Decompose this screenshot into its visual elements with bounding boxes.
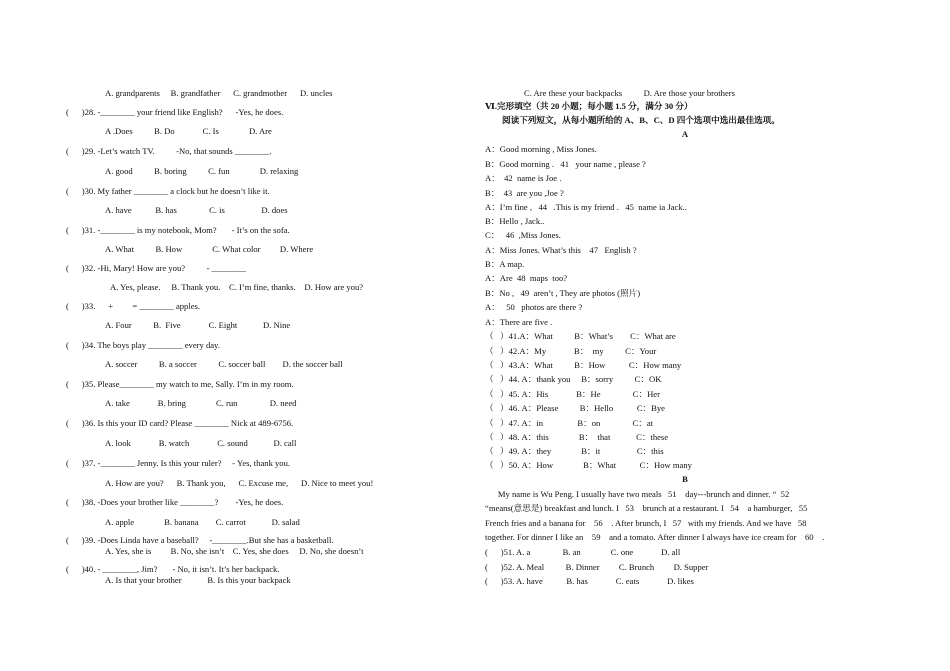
question-line: ( )30. My father ________ a clock but he doesn’t like it.	[66, 186, 270, 196]
question-line: ( )29. -Let’s watch TV. -No, that sounds ________.	[66, 146, 272, 156]
dialogue-line: A： 50 photos are there ?	[485, 302, 583, 312]
question-line: ( )32. -Hi, Mary! How are you? - ________	[66, 263, 246, 273]
question-line: ( )51. A. a B. an C. one D. all	[485, 547, 681, 557]
choice-line: （ ）41.A：What B：What’s C：What are	[485, 331, 676, 341]
passage-line: together. For dinner I like an 59 and a tomato. After dinner I always have ice cream for 60 .	[485, 532, 825, 542]
options-line: A. apple B. banana C. carrot D. salad	[105, 517, 300, 527]
options-line: A. have B. has C. is D. does	[105, 205, 288, 215]
options-line: A. What B. How C. What color D. Where	[105, 244, 314, 254]
options-line: A. Four B. Five C. Eight D. Nine	[105, 320, 291, 330]
options-line: A. soccer B. a soccer C. soccer ball D. the soccer ball	[105, 359, 343, 369]
choice-line: （ ）47. A：in B：on C：at	[485, 418, 654, 428]
options-line: C. Are these your backpacks D. Are those your brothers	[524, 88, 735, 98]
question-line: ( )31. -________ is my notebook, Mom? - It’s on the sofa.	[66, 225, 290, 235]
dialogue-line: A：Are 48 maps too?	[485, 273, 568, 283]
section-label: A	[681, 129, 689, 139]
section-label: B	[682, 474, 688, 484]
dialogue-line: A：Good morning , Miss Jones.	[485, 144, 597, 154]
options-line: A. grandparents B. grandfather C. grandmother D. uncles	[105, 88, 333, 98]
question-line: ( )52. A. Meal B. Dinner C. Brunch D. Supper	[485, 562, 709, 572]
question-line: ( )38. -Does your brother like ________? -Yes, he does.	[66, 497, 284, 507]
passage-line: French fries and a banana for 56 . After brunch, I 57 with my friends. And we have 58	[485, 518, 807, 528]
options-line: A .Does B. Do C. Is D. Are	[105, 126, 272, 136]
passage-line: My name is Wu Peng. I usually have two meals 51 day---brunch and dinner. “ 52	[485, 489, 790, 499]
choice-line: （ ）46. A：Please B：Hello C：Bye	[485, 403, 665, 413]
section-title: Ⅵ.完形填空（共 20 小题；每小题 1.5 分，满分 30 分）	[485, 101, 693, 111]
choice-line: （ ）48. A：this B： that C：these	[485, 432, 669, 442]
dialogue-line: A： 42 name is Joe .	[485, 173, 562, 183]
question-line: ( )40. - ________, Jim? - No, it isn’t. It’s her backpack.	[66, 564, 280, 574]
dialogue-line: B：No , 49 aren’t , They are photos (照片)	[485, 288, 641, 298]
dialogue-line: A：I’m fine , 44 .This is my friend . 45 name ia Jack..	[485, 202, 687, 212]
choice-line: （ ）43.A：What B：How C：How many	[485, 360, 682, 370]
question-line: ( )53. A. have B. has C. eats D. likes	[485, 576, 694, 586]
choice-line: （ ）44. A：thank you B：sorry C：OK	[485, 374, 662, 384]
dialogue-line: A：There are five .	[485, 317, 553, 327]
dialogue-line: A：Miss Jones. What’s this 47 English ?	[485, 245, 637, 255]
question-line: ( )34. The boys play ________ every day.	[66, 340, 220, 350]
question-line: ( )37. -________ Jenny. Is this your ruler? - Yes, thank you.	[66, 458, 291, 468]
dialogue-line: B：Good morning . 41 your name , please ?	[485, 159, 646, 169]
choice-line: （ ）45. A：His B：He C：Her	[485, 389, 660, 399]
question-line: ( )39. -Does Linda have a baseball? -________.But she has a basketball.	[66, 535, 334, 545]
dialogue-line: B：Hello , Jack..	[485, 216, 545, 226]
question-line: ( )28. -________ your friend like English? -Yes, he does.	[66, 107, 284, 117]
question-line: ( )36. Is this your ID card? Please ________ Nick at 489-6756.	[66, 418, 294, 428]
options-line: A. How are you? B. Thank you, C. Excuse me, D. Nice to meet you!	[105, 478, 374, 488]
options-line: A. look B. watch C. sound D. call	[105, 438, 297, 448]
section-instruction: 阅读下列短文，从每小题所给的 A、B、C、D 四个选项中选出最佳选项。	[502, 115, 780, 125]
choice-line: （ ）42.A：My B： my C：Your	[485, 346, 657, 356]
choice-line: （ ）50. A：How B：What C：How many	[485, 460, 692, 470]
dialogue-line: C： 46 ,Miss Jones.	[485, 230, 561, 240]
choice-line: （ ）49. A：they B：it C：this	[485, 446, 664, 456]
options-line: A. take B. bring C. run D. need	[105, 398, 297, 408]
dialogue-line: B：A map.	[485, 259, 525, 269]
options-line: A. good B. boring C. fun D. relaxing	[105, 166, 299, 176]
question-line: ( )33. + = ________ apples.	[66, 301, 201, 311]
question-line: ( )35. Please________ my watch to me, Sally. I’m in my room.	[66, 379, 294, 389]
options-line: A. Yes, she is B. No, she isn’t C. Yes, she does D. No, she doesn’t	[105, 546, 364, 556]
dialogue-line: B： 43 are you ,Joe ?	[485, 188, 564, 198]
options-line: A. Is that your brother B. Is this your backpack	[105, 575, 291, 585]
options-line: A. Yes, please. B. Thank you. C. I’m fine, thanks. D. How are you?	[110, 282, 364, 292]
passage-line: “means(意思是) breakfast and lunch. I 53 brunch at a restaurant. I 54 a hamburger, 55	[485, 503, 808, 513]
